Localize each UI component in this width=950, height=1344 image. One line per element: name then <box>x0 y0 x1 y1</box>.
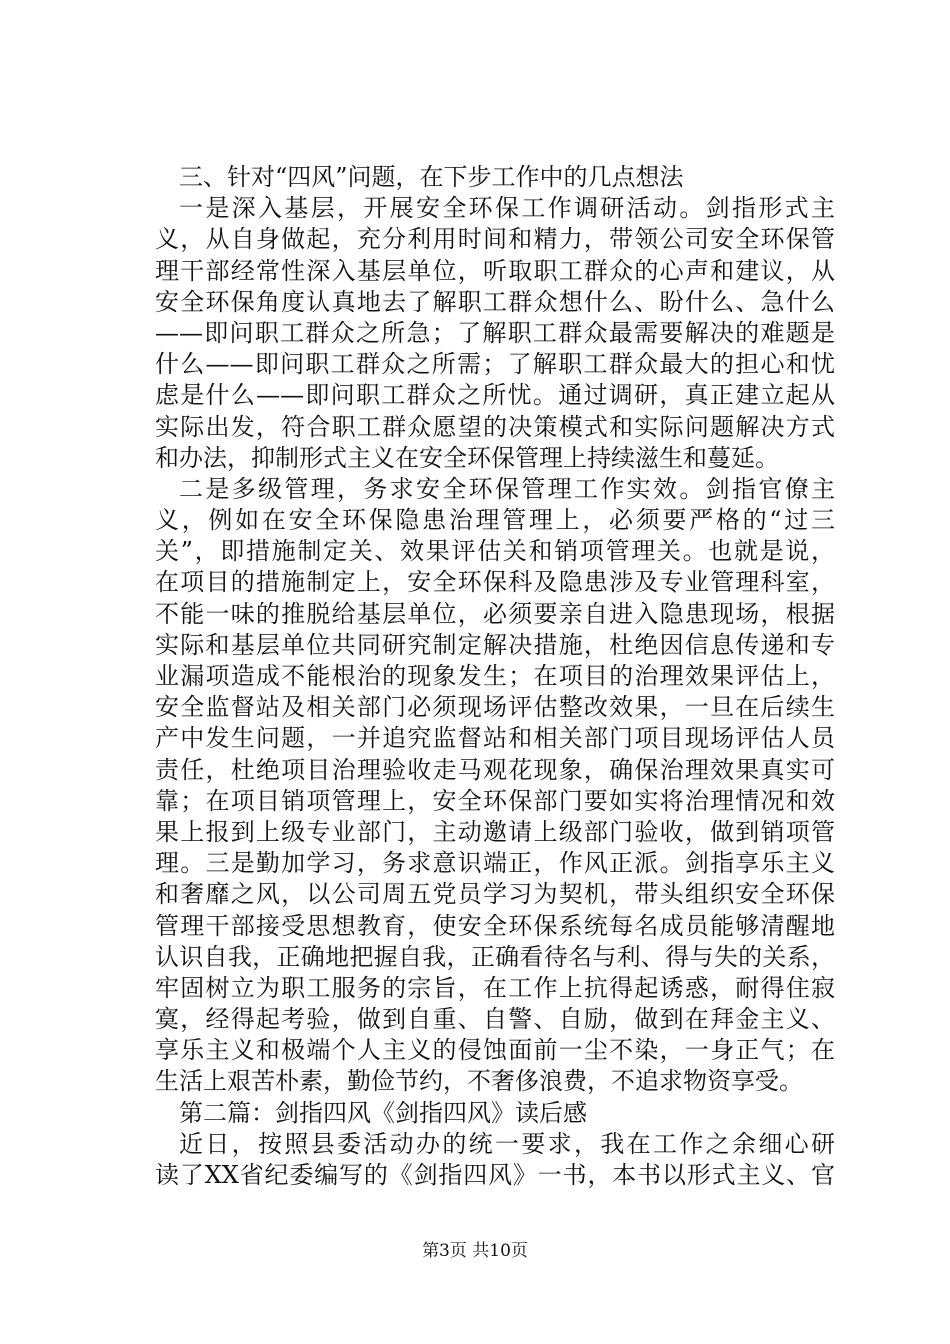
text-line: 安全监督站及相关部门必须现场评估整改效果，一旦在后续生 <box>155 693 835 722</box>
text-line: 寞，经得起考验，做到自重、自警、自励，做到在拜金主义、 <box>155 1005 835 1034</box>
section-heading: 三、针对“四风”问题，在下步工作中的几点想法 <box>179 163 684 191</box>
chapter-heading: 第二篇：剑指四风《剑指四风》读后感 <box>179 1098 587 1127</box>
text-line: 享乐主义和极端个人主义的侵蚀面前一尘不染，一身正气；在 <box>155 1036 835 1065</box>
text-line: 认识自我，正确地把握自我，正确看待名与利、得与失的关系， <box>155 942 835 971</box>
text-line: 实际出发，符合职工群众愿望的决策模式和实际问题解决方式 <box>155 412 835 441</box>
text-line: ——即问职工群众之所急；了解职工群众最需要解决的难题是 <box>155 318 835 347</box>
text-line: 和奢靡之风，以公司周五党员学习为契机，带头组织安全环保 <box>155 880 835 909</box>
text-line: 和办法，抑制形式主义在安全环保管理上持续滋生和蔓延。 <box>155 443 779 472</box>
text-line: 果上报到上级专业部门，主动邀请上级部门验收，做到销项管 <box>155 817 835 846</box>
text-line: 安全环保角度认真地去了解职工群众想什么、盼什么、急什么 <box>155 287 835 316</box>
text-line: 牢固树立为职工服务的宗旨，在工作上抗得起诱惑，耐得住寂 <box>155 973 835 1002</box>
page-footer: 第3页 共10页 <box>422 1241 528 1261</box>
text-line: 理干部经常性深入基层单位，听取职工群众的心声和建议，从 <box>155 256 835 285</box>
text-line: 靠；在项目销项管理上，安全环保部门要如实将治理情况和效 <box>155 786 835 815</box>
text-line: 理。三是勤加学习，务求意识端正，作风正派。剑指享乐主义 <box>155 849 835 878</box>
text-line: 实际和基层单位共同研究制定解决措施，杜绝因信息传递和专 <box>155 630 835 659</box>
text-line: 义，从自身做起，充分利用时间和精力，带领公司安全环保管 <box>155 225 835 254</box>
text-line: 什么——即问职工群众之所需；了解职工群众最大的担心和忧 <box>155 350 835 379</box>
text-line: 虑是什么——即问职工群众之所忧。通过调研，真正建立起从 <box>155 381 835 410</box>
text-line: 读了XX省纪委编写的《剑指四风》一书，本书以形式主义、官 <box>155 1161 835 1189</box>
text-line: 关”，即措施制定关、效果评估关和销项管理关。也就是说， <box>155 537 835 566</box>
text-line: 义，例如在安全环保隐患治理管理上，必须要严格的“过三 <box>155 506 835 535</box>
text-line: 不能一味的推脱给基层单位，必须要亲自进入隐患现场，根据 <box>155 599 835 628</box>
text-line: 近日，按照县委活动办的统一要求，我在工作之余细心研 <box>179 1129 835 1158</box>
text-line: 二是多级管理，务求安全环保管理工作实效。剑指官僚主 <box>179 474 835 503</box>
text-line: 业漏项造成不能根治的现象发生；在项目的治理效果评估上， <box>155 662 835 690</box>
text-line: 管理干部接受思想教育，使安全环保系统每名成员能够清醒地 <box>155 911 835 940</box>
text-line: 责任，杜绝项目治理验收走马观花现象，确保治理效果真实可 <box>155 755 835 784</box>
text-line: 一是深入基层，开展安全环保工作调研活动。剑指形式主 <box>179 194 835 223</box>
text-line: 产中发生问题，一并追究监督站和相关部门项目现场评估人员 <box>155 724 835 753</box>
text-line: 生活上艰苦朴素，勤俭节约，不奢侈浪费，不追求物资享受。 <box>155 1067 803 1096</box>
text-line: 在项目的措施制定上，安全环保科及隐患涉及专业管理科室， <box>155 568 835 597</box>
body-text <box>155 162 835 1191</box>
